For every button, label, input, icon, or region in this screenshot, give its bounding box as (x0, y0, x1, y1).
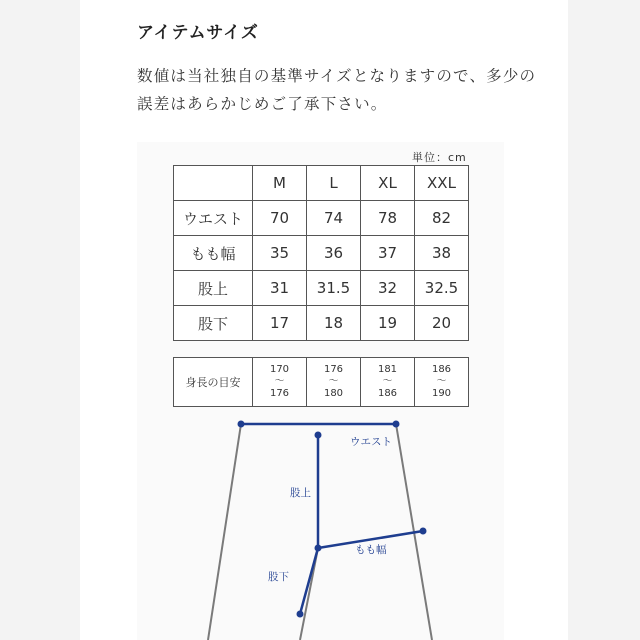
table-cell: 37 (361, 236, 415, 271)
height-sep: 〜 (328, 376, 339, 387)
size-disclaimer: 数値は当社独自の基準サイズとなりますので、多少の誤差はあらかじめご了承下さい。 (137, 67, 537, 113)
table-cell: 32.5 (415, 271, 469, 306)
diagram-label-rise: 股上 (290, 487, 311, 499)
height-sep: 〜 (436, 376, 447, 387)
unit-label: 単位：cm (412, 151, 467, 164)
inseam-line (300, 548, 318, 614)
hem-point (297, 611, 304, 618)
height-guide-label: 身長の目安 (174, 358, 253, 407)
diagram-label-thigh: もも幅 (355, 544, 387, 556)
diagram-label-waist: ウエスト (350, 436, 392, 448)
height-from: 170 (269, 364, 290, 375)
table-cell: 74 (307, 201, 361, 236)
height-from: 186 (431, 364, 452, 375)
height-from: 181 (377, 364, 398, 375)
table-cell: 17 (253, 306, 307, 341)
height-sep: 〜 (382, 376, 393, 387)
height-to: 176 (269, 388, 290, 399)
table-cell: 31 (253, 271, 307, 306)
table-cell: 19 (361, 306, 415, 341)
height-to: 186 (377, 388, 398, 399)
height-from: 176 (323, 364, 344, 375)
section-title: アイテムサイズ (137, 23, 259, 43)
table-cell: 36 (307, 236, 361, 271)
table-cell: 20 (415, 306, 469, 341)
table-cell: 18 (307, 306, 361, 341)
diagram-label-inseam: 股下 (268, 571, 289, 583)
size-header-l: L (307, 166, 361, 201)
waist-right-point (393, 421, 400, 428)
size-header-xl: XL (361, 166, 415, 201)
row-label-waist: ウエスト (174, 201, 253, 236)
crotch-point (315, 545, 322, 552)
row-label-rise: 股上 (174, 271, 253, 306)
height-to: 180 (323, 388, 344, 399)
height-sep: 〜 (274, 376, 285, 387)
row-label-inseam: 股下 (174, 306, 253, 341)
shorts-outline (208, 424, 432, 640)
thigh-outer-point (420, 528, 427, 535)
table-cell: 78 (361, 201, 415, 236)
table-cell: 82 (415, 201, 469, 236)
height-to: 190 (431, 388, 452, 399)
waist-left-point (238, 421, 245, 428)
row-label-thigh: もも幅 (174, 236, 253, 271)
table-cell: 35 (253, 236, 307, 271)
rise-top-point (315, 432, 322, 439)
table-cell: 70 (253, 201, 307, 236)
size-header-m: M (253, 166, 307, 201)
table-cell: 38 (415, 236, 469, 271)
size-header-xxl: XXL (415, 166, 469, 201)
table-cell: 31.5 (307, 271, 361, 306)
table-cell: 32 (361, 271, 415, 306)
